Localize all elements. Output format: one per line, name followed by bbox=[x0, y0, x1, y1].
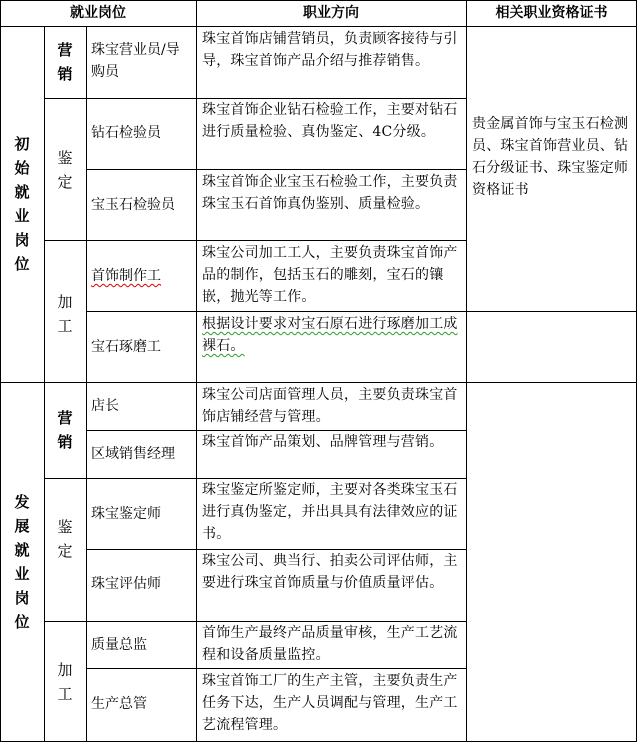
group-initial-label: 初始就业岗位 bbox=[14, 135, 30, 273]
direction-cell: 珠宝首饰企业钻石检验工作，主要对钻石进行质量检验、真伪鉴定、4C分级。 bbox=[202, 102, 458, 140]
direction-cell: 珠宝首饰企业宝玉石检验工作，主要负责珠宝玉石首饰真伪鉴别、质量检验。 bbox=[202, 174, 458, 212]
header-bottom-line bbox=[0, 26, 637, 27]
subgroup-sales-label: 营销 bbox=[57, 41, 73, 83]
subgroup-processing-label: 加工 bbox=[57, 293, 73, 335]
header-career-direction: 职业方向 bbox=[303, 5, 359, 21]
group-divider-line bbox=[0, 382, 637, 383]
direction-cell: 首饰生产最终产品质量审核，生产工艺流程和设备质量监控。 bbox=[202, 625, 458, 663]
group-develop-label: 发展就业岗位 bbox=[14, 493, 30, 631]
direction-cell: 珠宝鉴定所鉴定师，主要对各类珠宝玉石进行真伪鉴定，并出具具有法律效应的证书。 bbox=[202, 482, 458, 542]
table-line bbox=[466, 0, 467, 742]
position-cell: 店长 bbox=[91, 398, 119, 414]
table-border-left bbox=[0, 0, 1, 742]
position-cell: 首饰制作工 bbox=[91, 268, 161, 284]
direction-cell: 珠宝公司店面管理人员，主要负责珠宝首饰店铺经营与管理。 bbox=[202, 387, 458, 425]
table-line bbox=[86, 169, 466, 170]
table-line bbox=[44, 27, 45, 742]
subgroup-processing-label: 加工 bbox=[57, 661, 73, 703]
header-certificate: 相关职业资格证书 bbox=[495, 5, 608, 21]
direction-cell: 珠宝公司、典当行、拍卖公司评估师，主要进行珠宝首饰质量与价值质量评估。 bbox=[202, 553, 458, 591]
position-cell: 区域销售经理 bbox=[91, 446, 175, 462]
subgroup-appraisal-label: 鉴定 bbox=[57, 518, 73, 560]
position-cell: 钻石检验员 bbox=[91, 125, 161, 141]
table-line bbox=[196, 0, 197, 742]
position-cell: 质量总监 bbox=[91, 637, 147, 653]
table-line bbox=[44, 240, 466, 241]
table-line bbox=[86, 27, 87, 742]
position-cell: 珠宝评估师 bbox=[91, 576, 161, 592]
table-line bbox=[466, 311, 637, 312]
direction-cell: 珠宝首饰产品策划、品牌管理与营销。 bbox=[202, 434, 444, 450]
subgroup-appraisal-label: 鉴定 bbox=[57, 149, 73, 191]
direction-cell: 珠宝公司加工工人，主要负责珠宝首饰产品的制作，包括玉石的雕刻，宝石的镶嵌，抛光等工作。 bbox=[202, 245, 458, 305]
subgroup-sales-label: 营销 bbox=[57, 409, 73, 451]
table-line bbox=[86, 311, 466, 312]
position-cell: 珠宝营业员/导购员 bbox=[91, 42, 180, 80]
table-line bbox=[86, 668, 466, 669]
position-cell: 珠宝鉴定师 bbox=[91, 506, 161, 522]
header-job-position: 就业岗位 bbox=[70, 5, 126, 21]
position-cell: 生产总管 bbox=[91, 696, 147, 712]
direction-cell: 珠宝首饰工厂的生产主管，主要负责生产任务下达，生产人员调配与管理，生产工艺流程管理。 bbox=[202, 673, 458, 733]
position-cell: 宝石琢磨工 bbox=[91, 339, 161, 355]
certificate-cell: 贵金属首饰与宝玉石检测员、珠宝首饰营业员、钻石分级证书、珠宝鉴定师资格证书 bbox=[472, 116, 629, 198]
position-cell: 宝玉石检验员 bbox=[91, 197, 175, 213]
direction-cell: 珠宝首饰店铺营销员，负责顾客接待与引导，珠宝首饰产品介绍与推荐销售。 bbox=[202, 31, 458, 69]
table-border-top bbox=[0, 0, 637, 1]
direction-cell: 根据设计要求对宝石原石进行琢磨加工成裸石。 bbox=[202, 316, 458, 354]
